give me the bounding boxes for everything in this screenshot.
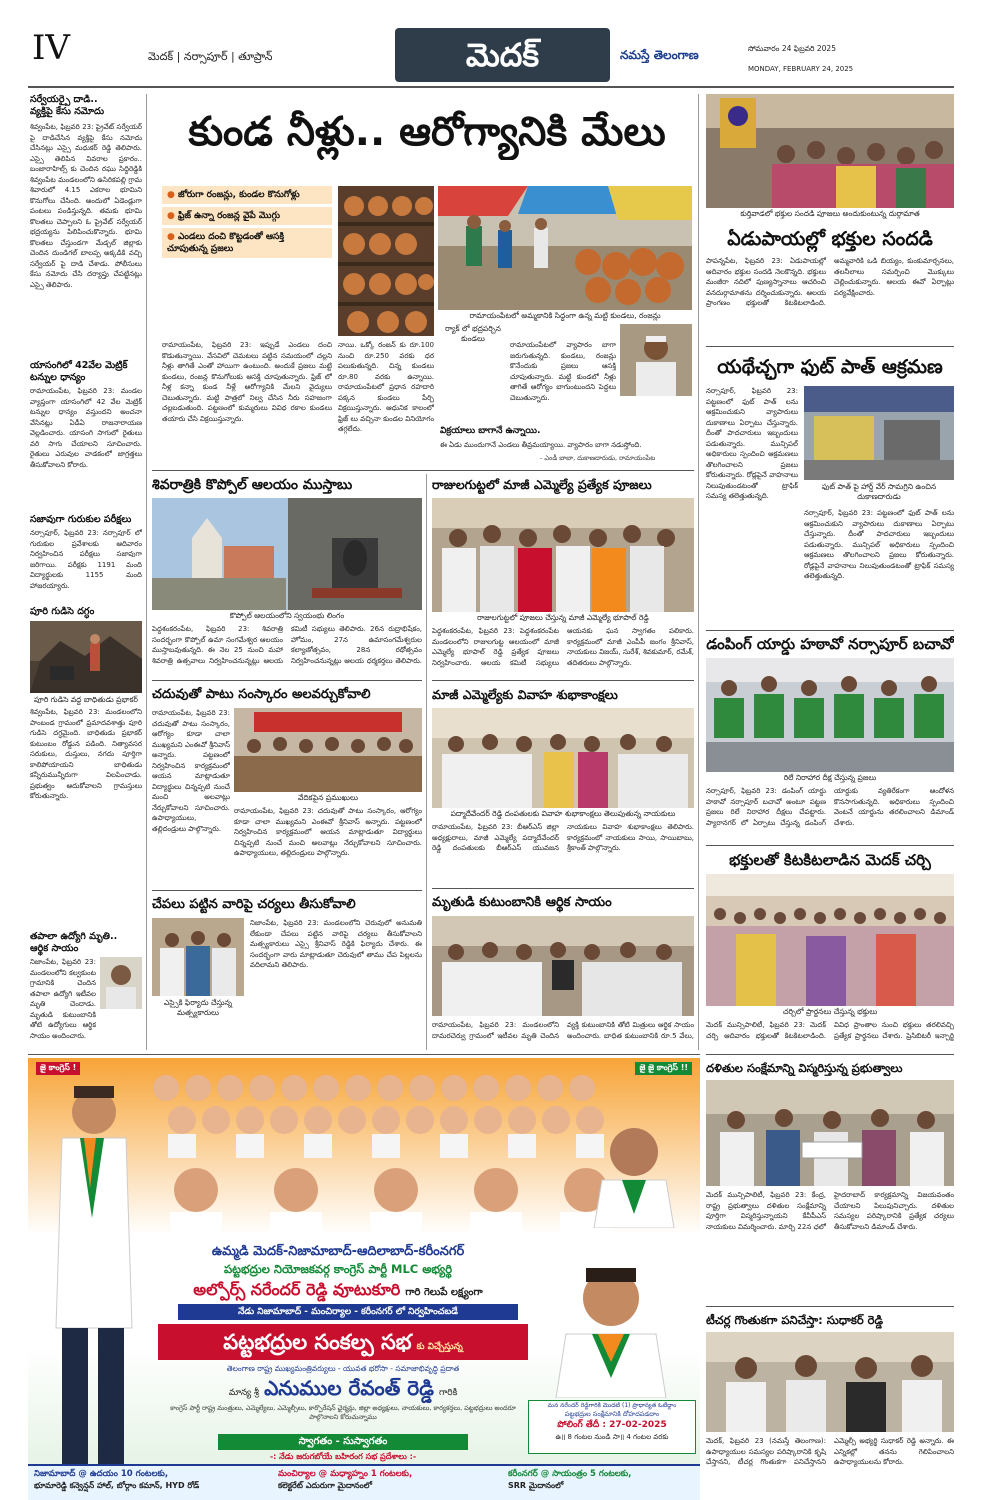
fishing-headline: చేపలు పట్టిన వారిపై చర్యలు తీసుకోవాలి [152, 897, 356, 912]
ad-leaders-row-3 [146, 1160, 616, 1240]
ad-venue-1: నిజామాబాద్ @ ఉదయం 10 గంటలకు, భూమారెడ్డి కన్వెన్షన్ హాల్, బోర్గాం కమాన్, HYD రోడ్ [34, 1469, 200, 1490]
aid-headline: మృతుడి కుటుంబానికి ఆర్థిక సాయం [432, 895, 612, 910]
lead-body-3: రామాయంపేటలో వ్యాపారం బాగా జరుగుతున్నది. కుండలు, రంజన్లు కొనేందుకు ప్రజలు ఆసక్తి చూపుతున్నారు. మట్టి కుండలో నీళ్లు తాగితే ఆరోగ్యం బాగుంటుందని పెద్దలు చెబుతున్నారు. [510, 341, 616, 402]
masthead-rule [28, 86, 954, 88]
deceased-photo [100, 957, 142, 1009]
mid-rule-2 [432, 680, 694, 681]
ad-sabha: పట్టభద్రుల సంకల్ప సభ [223, 1330, 412, 1354]
middle-bottom-rule [28, 1054, 700, 1055]
right-rule-2 [706, 630, 954, 631]
brief-2-title: యాసంగిలో 42వేల మెట్రిక్ టన్నుల ధాన్యం [30, 360, 128, 383]
lead-headline: కుండ నీళ్లు.. ఆరోగ్యానికి మేలు [188, 109, 666, 155]
ad-leaders-strip [146, 1072, 616, 1158]
footpath-body: నర్సాపూర్, ఫిబ్రవరి 23: పట్టణంలో ఫుట్ పాత్ లను ఆక్రమించుకుని వ్యాపారులు దుకాణాలు ఏర్పాటు చేస్తున్నారు. దీంతో పాదచారులు ఇబ్బందులు పడుతున్నారు. మున్సిపల్ అధికారులు స్పందించి ఆక్రమణలు తొలగించాలని ప్రజలు కోరుతున్నారు. రోడ్లపైనే వాహనాలు నిలుపుతుండటంతో ట్రాఫిక్ సమస్య తలెత్తుతున్నది. [706, 387, 798, 500]
ad-sabha-suffix: కు విచ్చేస్తున్న [416, 1342, 463, 1352]
date-english: MONDAY, FEBRUARY 24, 2025 [748, 65, 854, 73]
rajula-body: పెద్దశంకరంపేట, ఫిబ్రవరి 23: పెద్దశంకరంపేట మండలంలోని రాజులగుట్ట ఆలయంలో మాజీ ఎమ్మెల్యే భూపాల్ రెడ్డి ప్రత్యేక పూజలు నిర్వహించారు. ఆలయ కమిటీ సభ్యులు ఆయనకు ఘన స్వాగతం పలికారు. కార్యక్రమంలో మాజీ ఎంపీపీ జంగం శ్రీనివాస్, నాయకులు విజయ్, సురేశ్, శివకుమార్, రమేశ్, తదితరులు పాల్గొన్నారు. [432, 627, 694, 667]
brief-4-title: పూరి గుడిసె దగ్ధం [30, 606, 95, 617]
fire-photo-caption: పూరి గుడిసె వద్ద బాధితుడు ప్రభాకర్ [34, 695, 138, 704]
congress-advertisement [28, 1058, 700, 1500]
pots-rack-photo [338, 186, 434, 336]
ad-cm-figure [34, 1078, 152, 1488]
right-rule-1 [706, 346, 954, 347]
ad-polling-date: పోలింగ్ తేదీ : 27-02-2025 [557, 1420, 667, 1430]
shiva-temple-photo [152, 498, 422, 610]
ad-cm-prefix: మాన్య శ్రీ [228, 1388, 259, 1398]
temple-crowd-photo [706, 94, 954, 208]
dumping-body: నర్సాపూర్, ఫిబ్రవరి 23: డంపింగ్ యార్డు హఠావో నర్సాపూర్ బచావో అంటూ పట్టణ ప్రజలు రిలే నిరాహార దీక్షలు చేపట్టారు. ప్యారానగర్ లో ఏర్పాటు చేస్తున్న డంపింగ్ యార్డుకు వ్యతిరేకంగా ఆందోళన కొనసాగుతున్నది. అధికారులు స్పందించి వెంటనే యార్డును తరలించాలని డిమాండ్ చేశారు. [706, 787, 954, 827]
page-number: IV [32, 28, 70, 68]
fishing-body: నిజాంపేట, ఫిబ్రవరి 23: మండలంలోని చెరువులో అనుమతి లేకుండా చేపలు పట్టిన వారిపై చర్యలు తీసుకోవాలని మత్స్యకారులు ఎస్సై శ్రీనివాస్ రెడ్డికి ఫిర్యాదు చేశారు. ఈ సందర్భంగా వారు మాట్లాడుతూ చెరువులో తాము చేప పిల్లలను వదిలామని తెలిపారు. [250, 919, 422, 969]
dumping-headline: డంపింగ్ యార్డు హఠావో నర్సాపూర్ బచావో [706, 635, 954, 653]
ad-venue-3: కరీంనగర్ @ సాయంత్రం 5 గంటలకు, SRR మైదానంలో [508, 1469, 632, 1490]
church-caption: చర్చిలో ప్రార్థనలు చేస్తున్న భక్తులు [782, 1007, 878, 1016]
education-photo [234, 708, 422, 792]
right-rule-4 [706, 1054, 954, 1055]
brief-3-body: నర్సాపూర్, ఫిబ్రవరి 23: నర్సాపూర్ లో గురుకుల ప్రవేశాలకు ఆదివారం నిర్వహించిన పరీక్షలు సజావుగా జరిగాయి. పరీక్షకు 1191 మంది విద్యార్థులకు 1155 మంది హాజరయ్యారు. [30, 529, 142, 590]
col-divider-3 [426, 474, 427, 1050]
education-caption: వేదికపైన ప్రముఖులు [298, 793, 358, 802]
ad-venues-bar [28, 1464, 700, 1500]
ad-region: ఉమ్మడి మెదక్-నిజామాబాద్-ఆదిలాబాద్-కరీంనగర్ [211, 1244, 465, 1259]
brief-5-body: నిజాంపేట, ఫిబ్రవరి 23: మండలంలోని కల్వకుంట గ్రామానికి చెందిన తపాలా ఉద్యోగి ఇటీవల మృతి చెందాడు. మృతుడి కుటుంబానికి తోటి ఉద్యోగులు ఆర్థిక సాయం అందించారు. [30, 958, 96, 1040]
education-headline: చదువుతో పాటు సంస్కారం అలవర్చుకోవాలి [152, 687, 371, 702]
dalit-body: మెదక్ మున్సిపాలిటీ, ఫిబ్రవరి 23: కేంద్ర, రాష్ట్ర ప్రభుత్వాలు దళితుల సంక్షేమాన్ని పూర్తిగా విస్మరిస్తున్నాయని కేవీపీఎస్ నాయకులు విమర్శించారు. మార్చి 22న ఛలో హైదరాబాద్ కార్యక్రమాన్ని విజయవంతం చేయాలని పిలుపునిచ్చారు. దళితుల సమస్యల పరిష్కారానికి ప్రత్యేక చర్యలు తీసుకోవాలని డిమాండ్ చేశారు. [706, 1191, 954, 1231]
lead-bullet-1: ● జోరుగా రంజన్లు, కుండల కొనుగోళ్లు [162, 186, 332, 204]
masthead [0, 0, 981, 88]
district-tags: మెదక్ | నర్సాపూర్ | తూప్రాన్ [148, 50, 273, 63]
fishing-caption: ఎస్సైకి ఫిర్యాదు చేస్తున్న మత్స్యకారులు [163, 998, 233, 1017]
ad-cm-name: ఎనుముల రేవంత్ రెడ్డి [264, 1376, 434, 1400]
rajula-caption: రాజులగుట్టలో పూజలు చేస్తున్న మాజీ ఎమ్మెల్యే భూపాల్ రెడ్డి [477, 613, 649, 622]
education-body-2: రామాయంపేట, ఫిబ్రవరి 23: చదువుతో పాటు సంస్కారం, ఆరోగ్యం కూడా చాలా ముఖ్యమని ఎంఈవో శ్రీనివాస్ అన్నారు. పట్టణంలో నిర్వహించిన కార్యక్రమంలో ఆయన మాట్లాడుతూ విద్యార్థులు చిన్నప్పటి నుంచే మంచి అలవాట్లు నేర్చుకోవాలని సూచించారు. ఉపాధ్యాయులు, తల్లిదండ్రులు పాల్గొన్నారు. [234, 807, 422, 857]
rajula-headline: రాజులగుట్టలో మాజీ ఎమ్మెల్యే ప్రత్యేక పూజలు [432, 477, 652, 492]
dumping-caption: రిలే నిరాహార దీక్ష చేస్తున్న ప్రజలు [783, 773, 877, 782]
aid-body: రామాయంపేట, ఫిబ్రవరి 23: మండలంలోని దామరచెర్వు గ్రామంలో ఇటీవల మృతి చెందిన వ్యక్తి కుటుంబానికి తోటి మిత్రులు ఆర్థిక సాయం అందించారు. బాధిత కుటుంబానికి రూ.5 వేలు, [432, 1021, 694, 1040]
church-headline: భక్తులతో కిటకిటలాడిన మెదక్ చర్చి [729, 851, 931, 869]
lead-body-2: నాయి. ఒక్కో రంజన్ కు రూ.100 నుంచి రూ.250 వరకు ధర పలుకుతున్నది. చిన్న కుండలు రూ.80 వరకు ఉన్నాయి. రామాయంపేటలో ప్రధాన రహదారి పక్కన కుండలు పేర్చి విక్రయిస్తున్నారు. ఆధునిక కాలంలో ఫ్రిజ్ లు వచ్చినా కుండల వినియోగం తగ్గలేదు. [338, 341, 434, 433]
ad-constituency: పట్టభద్రుల నియోజకవర్గ కాంగ్రెస్ పార్టీ MLC అభ్యర్థి [223, 1262, 453, 1276]
shivaratri-headline: శివరాత్రికి కొప్పోల్ ఆలయం ముస్తాబు [152, 477, 353, 493]
col-divider-1 [146, 94, 147, 1050]
footpath-photo [804, 386, 954, 480]
paper-name: నమస్తే తెలంగాణ [620, 48, 699, 62]
fishing-photo [152, 918, 244, 996]
mid-rule-3 [152, 890, 422, 891]
pots-market-photo [438, 186, 692, 310]
right-rule-3 [706, 845, 954, 846]
left-briefs-column [30, 94, 142, 1050]
ad-vote-line-2: పట్టభద్రుల సంక్షేమానికి దోహదపడదాం [564, 1410, 660, 1418]
ad-jai-right: జై జై కాంగ్రెస్ !! [635, 1062, 692, 1075]
church-body: మెదక్ మున్సిపాలిటీ, ఫిబ్రవరి 23: మెదక్ చర్చి ఆదివారం భక్తులతో కిటకిటలాడింది. వివిధ ప్రాంతాల నుంచి భక్తులు తరలివచ్చి ప్రత్యేక ప్రార్థనలు చేశారు. ప్రెసిబిటరీ ఇన్చార్జి [706, 1021, 954, 1040]
dalit-headline: దళితుల సంక్షేమాన్ని విస్మరిస్తున్న ప్రభుత్వాలు [706, 1061, 903, 1075]
brief-1-body: శివ్వంపేట, ఫిబ్రవరి 23: ప్రైవేట్ సర్వేయర్ పై దాడిచేసిన వ్యక్తిపై కేసు నమోదు చేసినట్లు ఎస్సై మధుకర్ రెడ్డి తెలిపారు. ఎస్సై తెలిపిన వివరాల ప్రకారం.. బంజారాహిల్స్ కు చెందిన రఘు సిద్దిరెడ్డికి శివ్వంపేట మండలంలోని ఉసిరికపల్లి గ్రామ శివారులో 4.15 ఎకరాల భూమిని కొనుగోలు చేసింది. అందులో ఏడెండ్లుగా పంటలు పండిస్తున్నది. తమకు భూమి కొలతలు చెప్పాలని ఓ ప్రైవేట్ సర్వేయర్ భద్రయ్యను పిలిపించుకొన్నారు. భూమి కొలతలు చేస్తుండగా మేడ్చల్ జిల్లాకు చెందిన దుండిగల్ బాలప్ప అక్కడికి వచ్చి సర్వేయర్ పై దాడి చేశాడు. పోలీసులు కేసు నమోదు చేసి దర్యాప్తు చేపట్టినట్లు ఎస్సై తెలిపారు. [30, 123, 142, 289]
temple-crowd-caption: కుర్తివాడలో భక్తుల సందడి పూజలు అందుకుంటున్న దుర్గామాత [740, 209, 920, 218]
footpath-body-2: నర్సాపూర్, ఫిబ్రవరి 23: పట్టణంలో ఫుట్ పాత్ లను ఆక్రమించుకుని వ్యాపారులు దుకాణాలు ఏర్పాటు చేస్తున్నారు. దీంతో పాదచారులు ఇబ్బందులు పడుతున్నారు. మున్సిపల్ అధికారులు స్పందించి ఆక్రమణలు తొలగించాలని ప్రజలు కోరుతున్నారు. రోడ్లపైనే వాహనాలు నిలుపుతుండటంతో ట్రాఫిక్ సమస్య తలెత్తుతున్నది. [804, 509, 954, 580]
fire-photo [30, 621, 142, 693]
ad-invitees: కాంగ్రెస్ పార్టీ రాష్ట్ర మంత్రులు, ఎమ్మెల్యేలు, ఎమ్మెల్సీలు, కార్పొరేషన్ ఛైర్మన్లు, జిల్లా అధ్యక్షులు, నాయకులు, కార్యకర్తలు, పట్టభద్రులు అందరూ పాల్గొనాలని కోరుచున్నాము [170, 1404, 516, 1421]
ad-candidate-figure [526, 1258, 696, 1398]
lead-bottom-rule [152, 470, 694, 471]
lead-quote-heading: విక్రయాలు బాగానే ఉన్నాయి. [440, 426, 541, 436]
right-rule-5 [706, 1306, 954, 1307]
ad-vote-box [528, 1400, 696, 1454]
church-photo [706, 874, 954, 1006]
brief-5-title: ఆర్థిక సాయం [30, 943, 79, 954]
shiva-caption: కొప్పోల్ ఆలయంలోని స్వయంభు లింగం [229, 611, 345, 620]
wedding-body: రామాయంపేట, ఫిబ్రవరి 23: బీఆర్ఎస్ జిల్లా అధ్యక్షురాలు, మాజీ ఎమ్మెల్యే పద్మాదేవేందర్ రెడ్డి దంపతులకు బీఆర్ఎస్ యువజన నాయకులు వివాహ శుభాకాంక్షలు తెలిపారు. కార్యక్రమంలో నాయకులు సాయి, సాయిబాబు, శ్రీకాంత్ పాల్గొన్నారు. [432, 823, 694, 852]
vendor-photo [620, 324, 692, 396]
brief-1-kicker: సర్వేయర్పై దాడి.. [30, 94, 98, 105]
lead-byline: - ఎండీ బాబా, దుకాణదారుడు, రామాయంపేట [540, 454, 656, 462]
aid-photo [432, 916, 694, 1016]
ad-vote-line-1: మన నరేందర్ రెడ్డిగారికి మొదటి (1) ప్రాధాన్యత ఓటేద్దాం [547, 1402, 677, 1409]
ad-candidate-name: అల్పోర్స్ నరేందర్ రెడ్డి వూటుకూరి [193, 1280, 401, 1299]
mid-rule-1 [152, 680, 422, 681]
brief-5-kicker: తపాలా ఉద్యోగి మృతి.. [30, 931, 118, 942]
footpath-headline: యథేచ్ఛగా ఫుట్ పాత్ ఆక్రమణ [717, 356, 943, 378]
mid-rule-4 [432, 888, 694, 889]
ad-cm-title: తెలంగాణ రాష్ట్ర ముఖ్యమంత్రివర్యులు - యువత భరోసా - సమాజాభివృద్ధి ప్రదాత [226, 1364, 460, 1373]
ad-welcome: స్వాగతం - సుస్వాగతం [298, 1436, 388, 1447]
ad-today: నేడు నిజామాబాద్ - మంచిర్యాల - కరీంనగర్ లో నిర్వహించబడే [238, 1307, 458, 1317]
brief-4-body: శివ్వంపేట, ఫిబ్రవరి 23: మండలంలోని పాంబండ గ్రామంలో ప్రమాదవశాత్తు పూరి గుడిసె దగ్ధమైంది. బాధితుడు ప్రభాకర్ కుటుంబం రోడ్డున పడింది. నిత్యావసర సరుకులు, దుస్తులు, నగదు పూర్తిగా కాలిపోయాయని బాధితుడు కన్నీరుమున్నీరుగా విలపించాడు. ప్రభుత్వం ఆదుకోవాలని గ్రామస్తులు కోరుతున్నారు. [30, 708, 142, 800]
edupayala-body: పాపన్నపేట, ఫిబ్రవరి 23: ఏడుపాయల్లో ఆదివారం భక్తుల సందడి నెలకొన్నది. భక్తులు మంజీరా నదిలో పుణ్యస్నానాలు ఆచరించి వనదుర్గామాతను దర్శించుకున్నారు. ఆలయ ప్రాంగణం భక్తులతో కిటకిటలాడింది. అమ్మవారికి ఒడి బియ్యం, కుంకుమార్చనలు, తలనీలాలు సమర్పించి మొక్కులు చెల్లించుకున్నారు. ఆలయ ఈవో ఏర్పాట్లు పర్యవేక్షించారు. [706, 257, 954, 307]
ad-venue-2: మంచిర్యాల @ మధ్యాహ్నం 1 గంటలకు, కలెక్టరేట్ ఎదురుగా మైదానంలో [278, 1469, 413, 1490]
rajula-photo [432, 498, 694, 612]
education-body: రామాయంపేట, ఫిబ్రవరి 23: చదువుతో పాటు సంస్కారం, ఆరోగ్యం కూడా చాలా ముఖ్యమని ఎంఈవో శ్రీనివాస్ అన్నారు. పట్టణంలో నిర్వహించిన కార్యక్రమంలో ఆయన మాట్లాడుతూ విద్యార్థులు చిన్నప్పటి నుంచే మంచి అలవాట్లు నేర్చుకోవాలని సూచించారు. ఉపాధ్యాయులు, తల్లిదండ్రులు పాల్గొన్నారు. [152, 709, 230, 833]
wedding-headline: మాజీ ఎమ్మెల్యేకు వివాహ శుభాకాంక్షలు [432, 687, 618, 702]
edition-title: మెదక్ [465, 36, 540, 74]
edition-box [395, 28, 610, 82]
brief-2-body: రామాయంపేట, ఫిబ్రవరి 23: మండల వ్యాప్తంగా యాసంగిలో 42 వేల మెట్రిక్ టన్నుల ధాన్యం వస్తుందని అంచనా వేసినట్లు ఏడీఏ రాజనారాయణ వెల్లడించారు. యాసంగి సాగులో రైతులు వరి సాగు చేయాలని సూచించారు. రైతులు ఎరువుల వాడకంలో జాగ్రత్తలు తీసుకోవాలని కోరారు. [30, 387, 142, 469]
lead-body-1: రామాయంపేట, ఫిబ్రవరి 23: ఇప్పుడే ఎండలు దంచి కొడుతున్నాయి. వేసవిలో చెమటలు పట్టిన సమయంలో చల్లని నీళ్లు తాగితే ఎంతో హాయిగా ఉంటుంది. అందుకే ప్రజలు మట్టి కుండలు, రంజన్ల కొనుగోలుకు ఆసక్తి చూపుతున్నారు. ఫ్రిజ్ లో నీళ్ల కన్నా కుండ నీళ్లే ఆరోగ్యానికి మేలని వైద్యులు చెబుతున్నారు. మట్టి పాత్రలో నిల్వ చేసిన నీరు సహజంగా చల్లబడుతుంది. పట్టణంలో కుమ్మరులు వివిధ రకాల కుండలు తయారు చేసి విక్రయిస్తున్నారు. [162, 341, 332, 423]
brief-1-title: వ్యక్తిపై కేసు నమోదు [30, 106, 105, 117]
footpath-caption: ఫుట్ పాత్ పై హార్డ్ వేర్ సామగ్రిని ఉంచిన దుకాణదారుడు [821, 482, 937, 501]
ad-today-banner [178, 1304, 518, 1320]
lead-quote-body: ఈ ఏడు ముందుగానే ఎండలు తీవ్రమయ్యాయి. వ్యాపారం బాగా నడుస్తోంది. [440, 441, 642, 449]
wedding-photo [432, 708, 694, 808]
lead-bullet-2: ● ఫ్రిజ్ ఉన్నా రంజన్ల వైపే మొగ్గు [162, 207, 332, 225]
col-divider-2 [698, 94, 699, 1050]
teacher-photo [706, 1332, 954, 1432]
wedding-caption: పద్మాదేవేందర్ రెడ్డి దంపతులకు వివాహ శుభాకాంక్షలు తెలుపుతున్న నాయకులు [450, 809, 676, 818]
ad-candidate-line [148, 1280, 528, 1303]
dumping-photo [706, 658, 954, 772]
ad-places-line: -: నేడు జరుగబోయే బహిరంగ సభ ప్రదేశాలు :- [269, 1452, 417, 1461]
edupayala-headline: ఏడుపాయల్లో భక్తుల సందడి [727, 228, 933, 250]
lead-bullet-3: ● ఎండలు దంచి కొట్టడంతో ఆసక్తి చూపుతున్న ప్రజలు [162, 228, 332, 258]
teacher-headline: టీచర్ల గొంతుకగా పనిచేస్తా: సుధాకర్ రెడ్డి [706, 1313, 884, 1327]
date-telugu: సోమవారం 24 ఫిబ్రవరి 2025 [748, 44, 836, 53]
pots-rack-caption: ర్యాక్ లో భద్రపర్చిన కుండలు [445, 324, 501, 343]
ad-jai-left: జై కాంగ్రెస్ ! [36, 1062, 80, 1075]
ad-cm-line [158, 1376, 528, 1405]
pots-market-caption: రామాయంపేటలో అమ్మకానికి సిద్ధంగా ఉన్న మట్టి కుండలు, రంజన్లు [469, 311, 661, 320]
ad-cm-suffix: గారికి [438, 1388, 458, 1398]
shiva-body: పెద్దశంకరంపేట, ఫిబ్రవరి 23: శివరాత్రి సందర్భంగా కొప్పోల్ ఉమా సంగమేశ్వర ఆలయం ముస్తాబవుతున్నది. ఈ నెల 25 నుంచి మహా శివరాత్రి ఉత్సవాలు నిర్వహించనున్నట్లు ఆలయ కమిటీ సభ్యులు తెలిపారు. 26న రుద్రాభిషేకం, హోమం, 27న ఉమాసంగమేశ్వరుల కల్యాణోత్సవం, 28న రథోత్సవం నిర్వహించనున్నట్లు ఆలయ ధర్మకర్తలు తెలిపారు. [152, 625, 422, 665]
brief-3-title: సజావుగా గురుకుల పరీక్షలు [30, 514, 132, 525]
dalit-photo [706, 1080, 954, 1186]
ad-leader-right [584, 1118, 684, 1228]
ad-sabha-banner [158, 1324, 528, 1360]
ad-polling-timing: ఉ॥ 8 గంటల నుండి సా॥ 4 గంటల వరకు [555, 1433, 669, 1441]
lead-bullets [162, 186, 332, 258]
ad-goal: గారి గెలుపే లక్ష్యంగా [405, 1287, 483, 1298]
teacher-body: మెదక్, ఫిబ్రవరి 23 (నమస్తే తెలంగాణ): ఉపాధ్యాయుల సమస్యల పరిష్కారానికి కృషి చేస్తానని, టీచర్ల గొంతుకగా పనిచేస్తానని ఎమ్మెల్సీ అభ్యర్థి సుధాకర్ రెడ్డి అన్నారు. ఈ ఎన్నికల్లో తనను గెలిపించాలని ఉపాధ్యాయులను కోరారు. [706, 1437, 954, 1466]
ad-welcome-banner [218, 1434, 468, 1450]
